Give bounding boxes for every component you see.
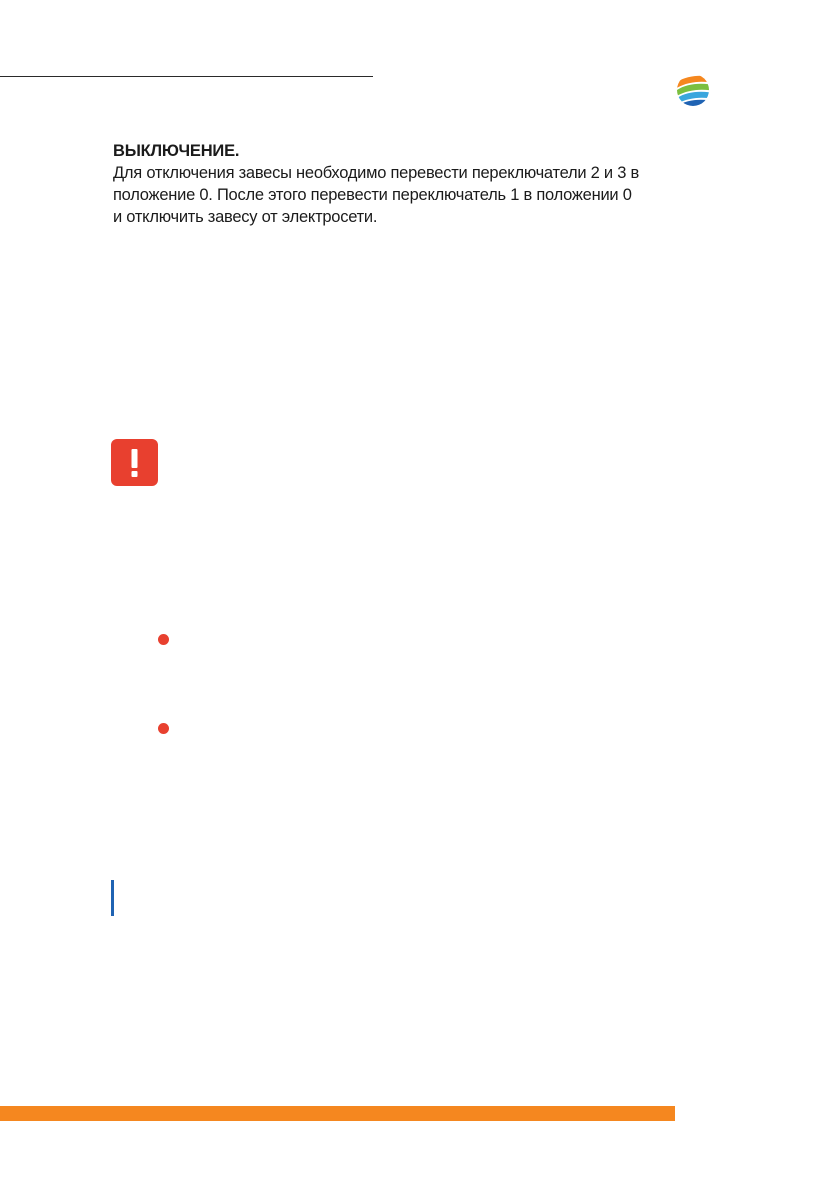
bullet-dot-2 (158, 723, 169, 734)
section-heading (113, 140, 713, 162)
globe-logo-icon (676, 73, 710, 107)
section-title: ВЫКЛЮЧЕНИЕ (113, 142, 235, 160)
section-body-line-1: Для отключения завесы необходимо перевести переключатели 2 и 3 в (113, 164, 640, 182)
bullet-dot-1 (158, 634, 169, 645)
section-body-line-2: положение 0. После этого перевести переключатель 1 в положении 0 (113, 186, 632, 204)
footer-bar (0, 1106, 675, 1121)
warning-badge (111, 439, 158, 486)
exclamation-icon (111, 439, 158, 486)
note-marker (111, 880, 114, 916)
shutdown-section (113, 140, 713, 228)
section-body-line-3: и отключить завесу от электросети. (113, 208, 378, 226)
section-title-suffix: . (234, 142, 240, 160)
header-divider (0, 76, 373, 77)
